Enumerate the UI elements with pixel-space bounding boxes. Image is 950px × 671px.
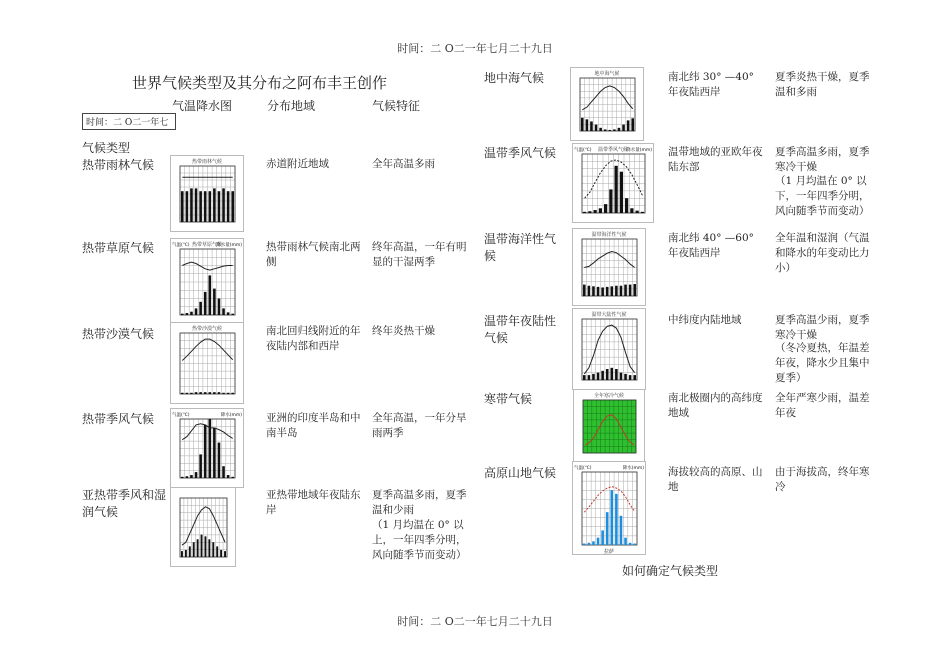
precip-bar xyxy=(624,374,627,380)
precip-bar xyxy=(633,544,636,545)
climate-chart xyxy=(572,461,646,555)
precip-bar xyxy=(190,475,193,478)
precip-bar xyxy=(588,286,591,296)
climograph-svg xyxy=(171,323,243,403)
precip-bar xyxy=(581,118,584,131)
precip-bar xyxy=(595,125,598,131)
precip-bar xyxy=(209,191,212,222)
climograph-svg xyxy=(574,390,644,462)
station-label: 拉萨 xyxy=(603,549,615,554)
precip-bar xyxy=(231,393,234,394)
precip-bar xyxy=(208,539,210,557)
precip-bar xyxy=(606,287,609,296)
precip-bar xyxy=(227,312,230,315)
precip-bar xyxy=(615,369,618,380)
precip-bar xyxy=(631,118,634,131)
precip-bar xyxy=(601,371,604,380)
precip-bar xyxy=(197,539,199,557)
precip-bar xyxy=(641,212,644,213)
climograph-svg xyxy=(171,156,243,231)
axis-right-label: 降水(mm) xyxy=(622,466,644,471)
precip-bar xyxy=(231,477,234,478)
precip-bar xyxy=(592,374,595,380)
precip-bar xyxy=(186,476,189,478)
bottom-heading: 如何确定气候类型 xyxy=(622,564,719,578)
climate-name: 高原山地气候 xyxy=(484,466,557,480)
precip-bar xyxy=(199,302,202,315)
climate-region: 南北纬 40° —60°年夜陆西岸 xyxy=(668,232,754,259)
precip-bar xyxy=(186,393,189,394)
precip-bar xyxy=(190,312,193,315)
climograph-svg xyxy=(171,488,235,566)
climate-name: 热带沙漠气候 xyxy=(82,327,155,341)
precip-bar xyxy=(583,285,586,296)
climate-region: 海拔较高的高原、山地 xyxy=(668,466,763,493)
climate-chart xyxy=(572,228,646,306)
precip-bar xyxy=(604,204,607,213)
climate-feature: 终年炎热干燥 xyxy=(372,325,435,337)
precip-bar xyxy=(611,490,614,545)
precip-bar xyxy=(618,128,621,131)
precip-bar xyxy=(615,286,618,296)
climate-name: 温带年夜陆性气候 xyxy=(484,314,557,345)
precip-bar xyxy=(195,308,198,315)
precip-bar xyxy=(625,198,628,213)
precip-bar xyxy=(611,368,614,380)
climograph-svg xyxy=(571,68,643,140)
precip-bar xyxy=(629,285,632,296)
precip-bar xyxy=(216,546,218,557)
precip-bar xyxy=(588,375,591,380)
axis-left-label: 气温(℃) xyxy=(172,413,190,418)
climograph-svg xyxy=(171,239,243,324)
chart-title: 温带季风气候 xyxy=(597,147,629,153)
climate-region: 南北极圈内的高纬度地域 xyxy=(668,392,763,419)
chart-title: 温带海洋性气候 xyxy=(591,232,627,238)
climograph-svg xyxy=(573,462,645,554)
chart-title: 热带雨林气候 xyxy=(191,159,223,165)
climate-name: 热带季风气候 xyxy=(82,412,155,426)
precip-bar xyxy=(213,428,216,478)
precip-bar xyxy=(627,120,630,131)
precip-bar xyxy=(599,128,602,131)
climate-region: 南北回归线附近的年夜陆内部和西岸 xyxy=(266,325,361,352)
axis-right-label: 降水量(mm) xyxy=(626,148,652,153)
climate-feature: 全年高温多雨 xyxy=(372,158,435,170)
climate-region: 亚热带地域年夜陆东岸 xyxy=(266,489,361,516)
climate-name: 亚热带季风和湿润气候 xyxy=(82,488,167,519)
page-title: 世界气候类型及其分布之阿布丰王创作 xyxy=(132,74,388,92)
precip-bar xyxy=(204,425,207,478)
precip-bar xyxy=(195,392,198,394)
climate-region: 亚洲的印度半岛和中南半岛 xyxy=(266,412,361,439)
climate-chart xyxy=(170,322,244,404)
precip-bar xyxy=(222,188,225,222)
precip-bar xyxy=(181,393,184,394)
climate-name: 温带海洋性气候 xyxy=(484,232,557,263)
precip-bar xyxy=(224,551,226,557)
precip-bar xyxy=(190,188,193,222)
climate-feature: 夏季高温少雨，夏季寒冷干燥 xyxy=(775,314,870,341)
climate-note: （冬冷夏热，年温差年夜，降水少且集中夏季） xyxy=(775,342,870,384)
precip-bar xyxy=(218,392,221,394)
climate-feature: 夏季炎热干燥，夏季温和多雨 xyxy=(775,71,870,98)
precip-bar xyxy=(606,512,609,545)
precip-bar xyxy=(213,188,216,222)
precip-bar xyxy=(201,535,203,557)
precip-bar xyxy=(222,393,225,394)
climate-region: 热带雨林气候南北两侧 xyxy=(266,241,361,268)
climate-feature: 全年严寒少雨，温差年夜 xyxy=(775,392,870,419)
precip-bar xyxy=(594,210,597,213)
climate-feature: 全年温和湿润（气温和降水的年变动比力小） xyxy=(775,232,870,274)
precip-bar xyxy=(611,286,614,296)
precip-bar xyxy=(615,494,618,545)
precip-bar xyxy=(613,129,616,131)
precip-bar xyxy=(204,292,207,315)
precip-bar xyxy=(583,375,586,380)
precip-bar xyxy=(583,212,586,213)
climate-feature: 夏季高温多雨，夏季温和少雨 xyxy=(372,489,467,516)
climate-chart xyxy=(170,487,236,567)
column-chart-heading: 气温降水图 xyxy=(172,99,233,113)
climate-feature: 夏季高温多雨，夏季寒冷干燥 xyxy=(775,146,870,173)
precip-bar xyxy=(597,373,600,380)
axis-left-label: 气温(℃) xyxy=(172,243,190,248)
precip-bar xyxy=(181,551,183,557)
precip-bar xyxy=(588,543,591,545)
precip-bar xyxy=(185,550,187,557)
precip-bar xyxy=(209,392,212,394)
precip-bar xyxy=(190,393,193,394)
precip-bar xyxy=(204,392,207,394)
climate-note: （1 月均温在 0° 以下，一年四季分明，风向随季节而变动） xyxy=(775,175,870,217)
climate-chart xyxy=(170,155,244,232)
climograph-svg xyxy=(573,309,645,389)
precip-bar xyxy=(583,544,586,545)
precip-bar xyxy=(629,375,632,380)
precip-bar xyxy=(615,166,618,213)
precip-bar xyxy=(231,314,234,315)
precip-bar xyxy=(592,541,595,545)
climograph-svg xyxy=(573,144,653,222)
precip-bar xyxy=(624,538,627,545)
chart-title: 热带草原气候 xyxy=(191,242,223,248)
climate-name: 地中海气候 xyxy=(484,71,545,85)
climate-region: 赤道附近地域 xyxy=(266,158,329,170)
precip-bar xyxy=(633,375,636,380)
climate-name: 热带草原气候 xyxy=(82,241,155,255)
column-region-heading: 分布地域 xyxy=(267,99,316,113)
precip-bar xyxy=(209,275,212,315)
precip-bar xyxy=(222,466,225,478)
climograph-svg xyxy=(171,409,243,487)
precip-bar xyxy=(181,191,184,222)
climate-chart xyxy=(170,408,244,488)
precip-bar xyxy=(205,536,207,557)
precip-bar xyxy=(195,188,198,222)
precip-bar xyxy=(181,314,184,315)
precip-bar xyxy=(620,516,623,545)
precip-bar xyxy=(609,130,612,131)
precip-bar xyxy=(633,284,636,296)
precip-bar xyxy=(620,373,623,380)
precip-bar xyxy=(609,189,612,213)
climate-region: 南北纬 30° —40°年夜陆西岸 xyxy=(668,71,754,98)
precip-bar xyxy=(213,289,216,315)
precip-bar xyxy=(601,530,604,545)
column-feature-heading: 气候特征 xyxy=(372,99,421,113)
precip-bar xyxy=(629,543,632,545)
climate-region: 温带地域的亚欧年夜陆东部 xyxy=(668,146,763,173)
precip-bar xyxy=(193,542,195,557)
climate-feature: 由于海拔高，终年寒冷 xyxy=(775,466,870,493)
precip-bar xyxy=(186,313,189,315)
precip-bar xyxy=(630,208,633,213)
precip-bar xyxy=(199,454,202,478)
precip-bar xyxy=(218,191,221,222)
precip-bar xyxy=(227,191,230,222)
precip-bar xyxy=(186,191,189,222)
precip-bar xyxy=(592,286,595,296)
climate-chart xyxy=(572,308,646,390)
precip-bar xyxy=(588,211,591,213)
precip-bar xyxy=(218,443,221,478)
precip-bar xyxy=(199,191,202,222)
climate-name: 温带季风气候 xyxy=(484,146,557,160)
precip-bar xyxy=(199,392,202,394)
precip-bar xyxy=(204,191,207,222)
precip-bar xyxy=(606,369,609,380)
chart-title: 全年寒冷气候 xyxy=(593,393,625,399)
precip-bar xyxy=(624,285,627,296)
section-label: 气候类型 xyxy=(82,141,131,155)
precip-bar xyxy=(227,475,230,478)
axis-left-label: 气温(℃) xyxy=(574,466,592,471)
precip-bar xyxy=(597,287,600,296)
time-tag: 时间：二 O二一年七 xyxy=(82,113,176,130)
chart-title: 热带沙漠气候 xyxy=(191,326,223,332)
page-footer: 时间：二 O二一年七月二十九日 xyxy=(397,615,553,628)
climate-chart xyxy=(170,238,244,325)
precip-bar xyxy=(181,477,184,478)
axis-right-label: 降水(mm) xyxy=(220,413,242,418)
precip-bar xyxy=(189,546,191,557)
precip-bar xyxy=(586,119,589,131)
precip-bar xyxy=(227,393,230,394)
precip-bar xyxy=(222,308,225,315)
climate-note: （1 月均温在 0° 以上，一年四季分明，风向随季节而变动） xyxy=(372,519,467,561)
climate-chart xyxy=(570,67,644,141)
climate-chart xyxy=(573,389,645,463)
precip-bar xyxy=(599,208,602,213)
chart-title: 地中海气候 xyxy=(594,71,620,77)
climate-region: 中纬度内陆地域 xyxy=(668,314,742,326)
precip-bar xyxy=(590,121,593,131)
precip-bar xyxy=(213,392,216,394)
axis-right-label: 降水量(mm) xyxy=(216,243,242,248)
precip-bar xyxy=(597,538,600,545)
precip-bar xyxy=(220,550,222,557)
precip-bar xyxy=(604,129,607,131)
axis-left-label: 气温(℃) xyxy=(574,148,592,153)
precip-bar xyxy=(231,191,234,222)
climate-chart xyxy=(572,143,654,223)
chart-title: 温带大陆性气候 xyxy=(591,312,627,318)
precip-bar xyxy=(636,211,639,213)
precip-bar xyxy=(212,542,214,557)
precip-bar xyxy=(601,287,604,296)
climate-name: 寒带气候 xyxy=(484,392,533,406)
precip-bar xyxy=(218,299,221,316)
climate-name: 热带雨林气候 xyxy=(82,158,155,172)
precip-bar xyxy=(195,472,198,478)
climate-feature: 全年高温，一年分旱雨两季 xyxy=(372,412,467,439)
climograph-svg xyxy=(573,229,645,305)
climate-feature: 终年高温，一年有明显的干湿两季 xyxy=(372,241,467,268)
precip-bar xyxy=(620,172,623,213)
page-header: 时间：二 O二一年七月二十九日 xyxy=(397,42,553,55)
precip-bar xyxy=(620,286,623,296)
precip-bar xyxy=(622,125,625,131)
